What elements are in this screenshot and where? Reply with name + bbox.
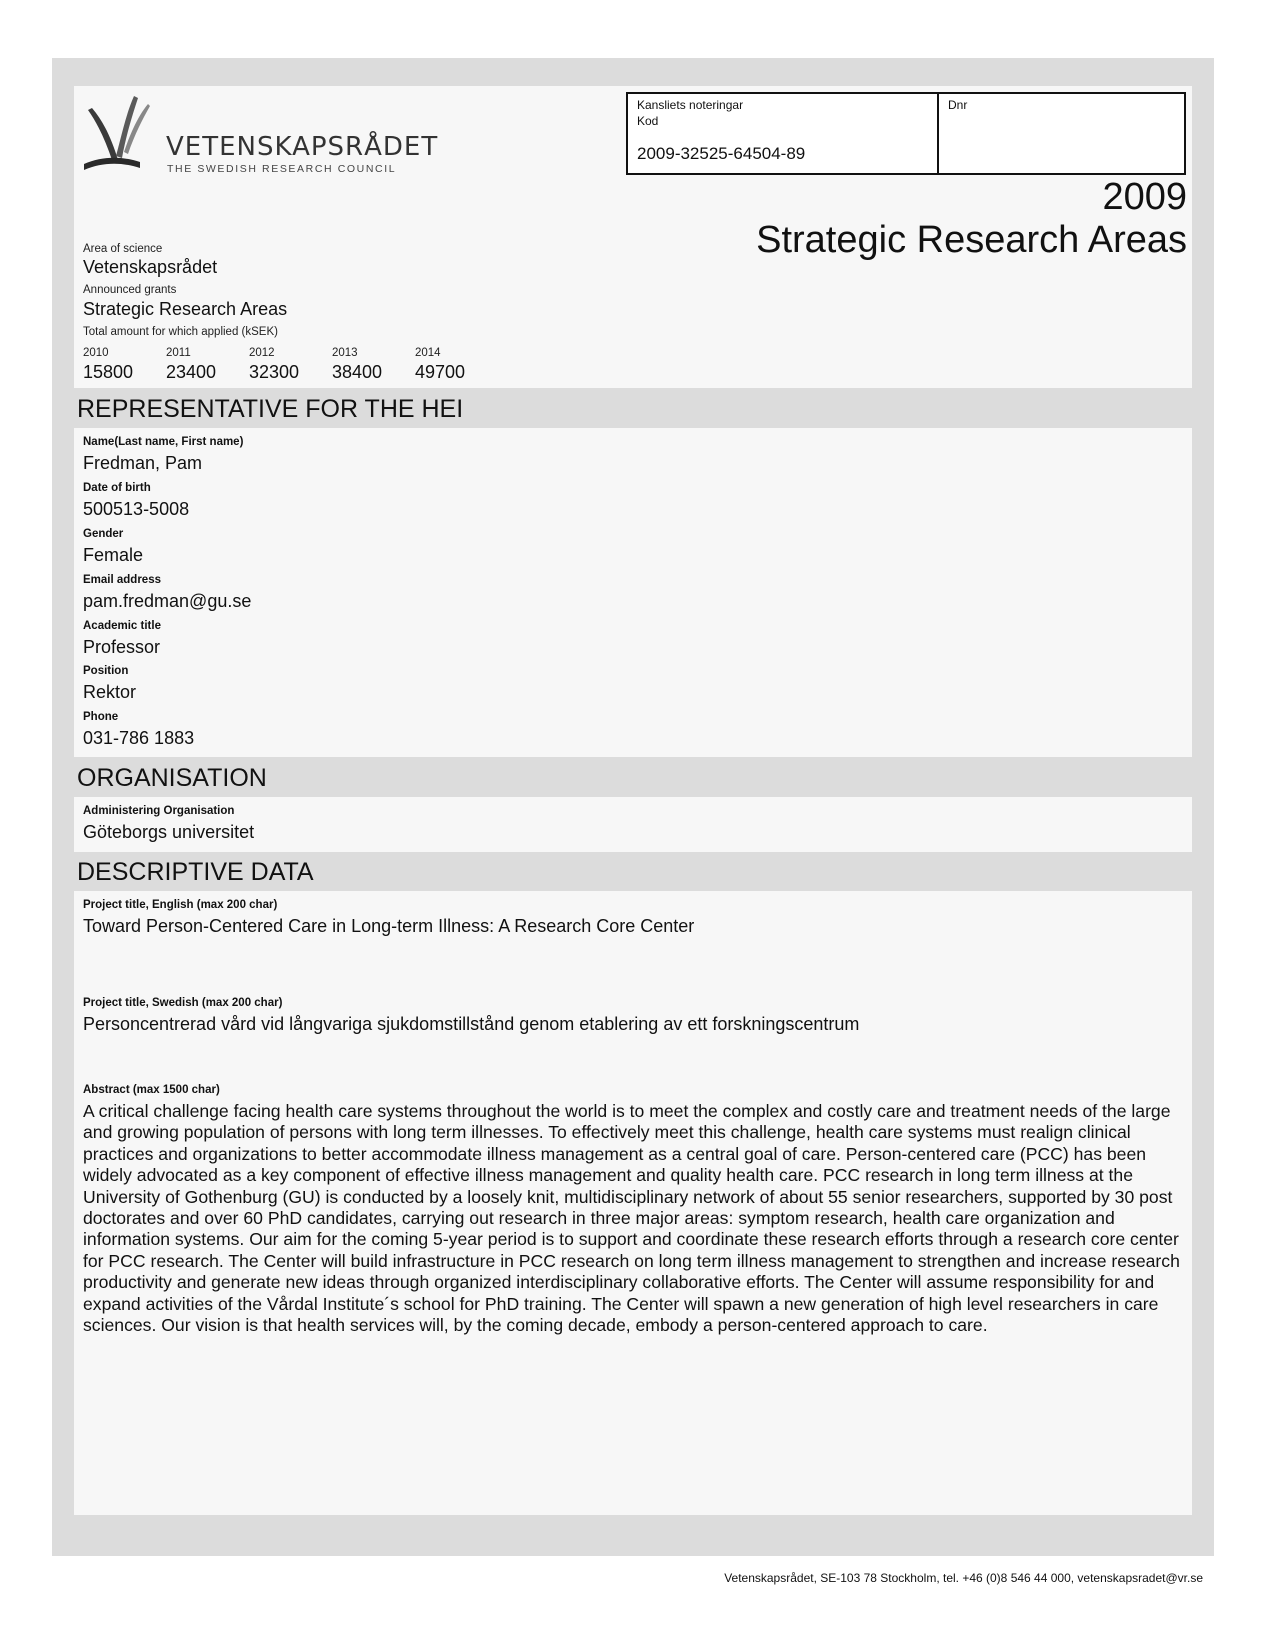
project-title-swedish-label: Project title, Swedish (max 200 char) [83,997,283,1009]
field-value: 500513-5008 [83,499,190,519]
organisation-heading: ORGANISATION [77,764,267,792]
field-value: Professor [83,637,161,657]
abstract-label: Abstract (max 1500 char) [83,1084,220,1096]
amount-year: 2013 [332,347,358,359]
field-label: Date of birth [83,482,151,494]
project-title-english-value: Toward Person-Centered Care in Long-term Illness: A Research Core Center [83,916,695,936]
announced-grants-value: Strategic Research Areas [83,299,288,319]
field-label: Email address [83,574,161,586]
area-of-science-label: Area of science [83,243,163,255]
amount-year: 2012 [249,347,275,359]
field-label: Gender [83,528,124,540]
amount-year: 2010 [83,347,109,359]
amount-value: 15800 [83,362,134,382]
field-label: Position [83,665,129,677]
dnr-label: Dnr [948,98,968,112]
project-title-swedish-value: Personcentrerad vård vid långvariga sjukdomstillstånd genom etablering av ett forskningscentrum [83,1014,860,1034]
amount-year: 2014 [415,347,441,359]
field-value: 031-786 1883 [83,728,195,748]
amount-year: 2011 [166,347,191,359]
call-title: Strategic Research Areas [756,219,1187,261]
logo-subtitle: THE SWEDISH RESEARCH COUNCIL [167,163,397,175]
office-notes-title: Kansliets noteringar [637,98,744,112]
field-label: Academic title [83,620,161,632]
call-year: 2009 [1102,176,1187,218]
field-label: Name(Last name, First name) [83,436,244,448]
amount-value: 49700 [415,362,466,382]
total-amount-label: Total amount for which applied (kSEK) [83,326,278,338]
logo-wordmark: VETENSKAPSRÅDET [166,132,439,162]
area-of-science-value: Vetenskapsrådet [83,257,218,277]
amount-value: 32300 [249,362,300,382]
abstract-text: A critical challenge facing health care systems throughout the world is to meet the complex and costly care and treatment needs of the large and growing population of persons with long term illnesses. To effectively meet this challenge, health care systems must realign clinical practices and organizations to better accommodate illness management as a central goal of care. Person-centered care (PCC) has been widely advocated as a key component of effective illness management and quality health care. PCC research in long term illness at the University of Gothenburg (GU) is conducted by a loosely knit, multidisciplinary network of about 55 senior researchers, supported by 30 post doctorates and over 60 PhD candidates, carrying out research in three major areas: symptom research, health care organization and information systems. Our aim for the coming 5-year period is to support and coordinate these research efforts through a research core center for PCC research. The Center will build infrastructure in PCC research on long term illness management to strengthen and increase research productivity and generate new ideas through organized interdisciplinary collaborative efforts. The Center will assume responsibility for and expand activities of the Vårdal Institute´s school for PhD training. The Center will spawn a new generation of high level researchers in care sciences. Our vision is that health services will, by the coming decade, embody a person-centered approach to care. [83,1101,1180,1336]
code-label: Kod [637,114,659,128]
field-value: Fredman, Pam [83,453,203,473]
representative-heading: REPRESENTATIVE FOR THE HEI [77,395,464,423]
project-title-english-label: Project title, English (max 200 char) [83,899,278,911]
amount-value: 38400 [332,362,383,382]
field-label: Phone [83,711,119,723]
announced-grants-label: Announced grants [83,284,177,296]
administering-organisation-label: Administering Organisation [83,805,235,817]
amount-value: 23400 [166,362,217,382]
field-value: pam.fredman@gu.se [83,591,252,611]
field-value: Female [83,545,144,565]
administering-organisation-value: Göteborgs universitet [83,822,255,842]
footer-contact: Vetenskapsrådet, SE-103 78 Stockholm, tel. +46 (0)8 546 44 000, vetenskapsradet@vr.se [724,1571,1203,1585]
office-notes-box [626,92,1186,175]
field-value: Rektor [83,682,137,702]
office-notes-left-cell [628,94,939,173]
descriptive-heading: DESCRIPTIVE DATA [77,858,314,886]
code-value: 2009-32525-64504-89 [637,144,806,163]
